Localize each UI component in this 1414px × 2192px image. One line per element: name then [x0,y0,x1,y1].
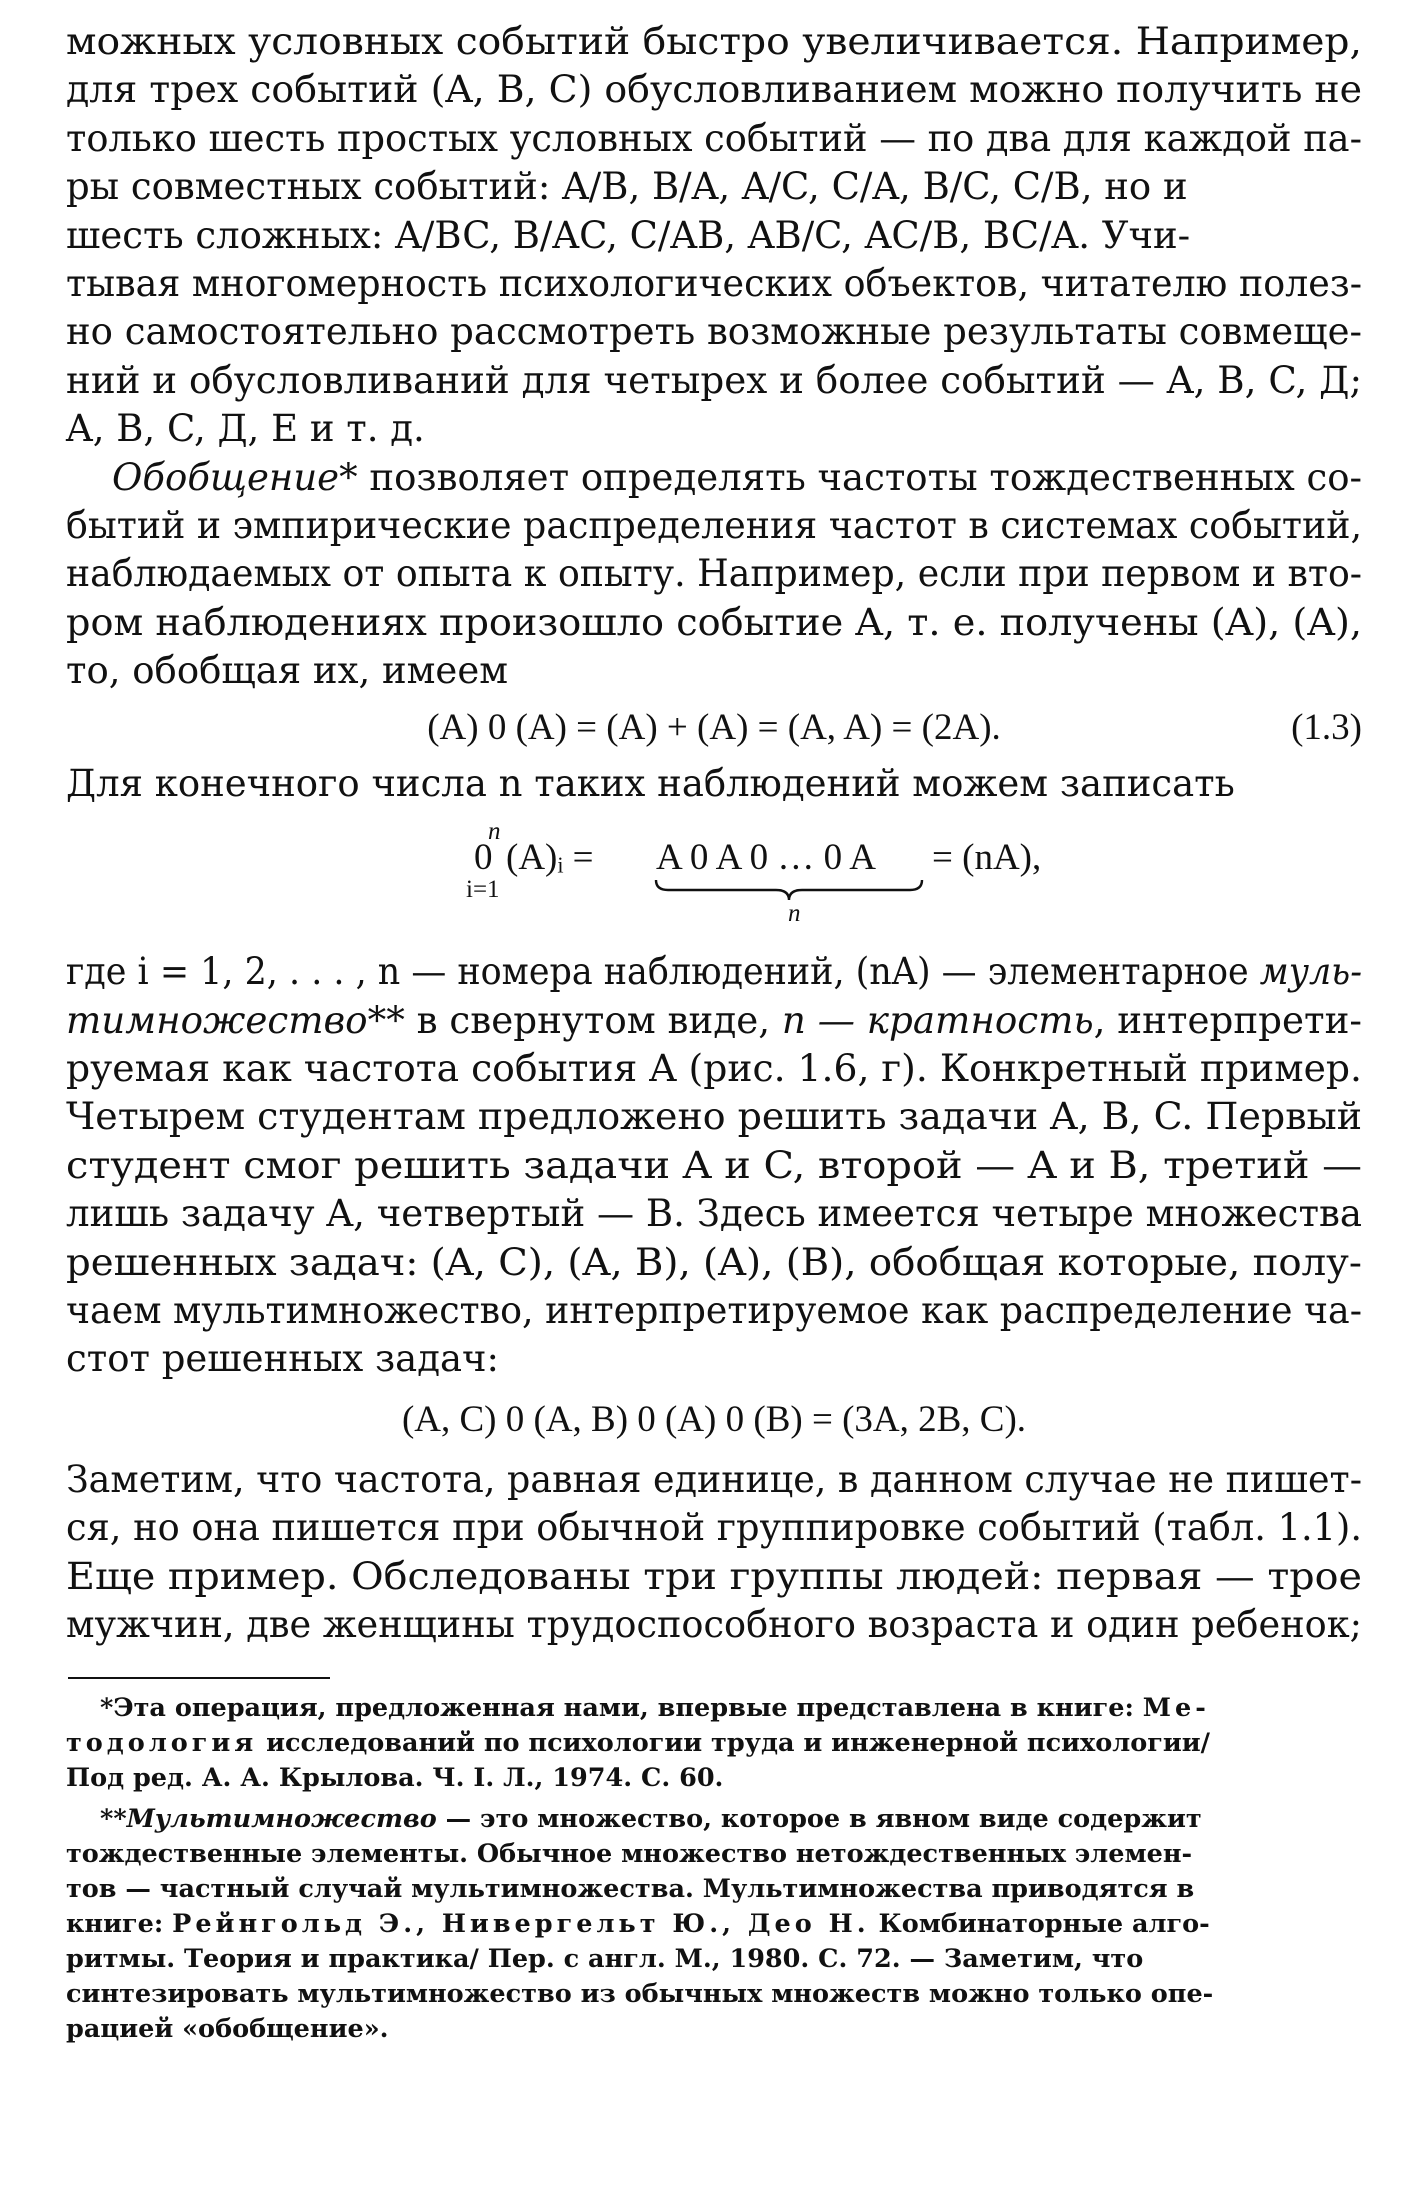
text-line: мужчин, две женщины трудоспособного возраста и один ребенок; [66,1602,1362,1646]
braced-expression: A 0 A 0 … 0 A [656,837,876,879]
text-line: Под ред. А. А. Крылова. Ч. I. Л., 1974. С. 60. [66,1763,724,1794]
footnote-1 [66,1691,1362,1796]
underbrace [654,878,924,902]
text-line: тождественные элементы. Обычное множество нетождественных элемен- [66,1839,1193,1870]
footnote-2 [66,1802,1362,2047]
text-line: наблюдаемых от опыта к опыту. Например, если при первом и вто- [66,552,1362,596]
text-fragment: где i = 1, 2, . . . , n — номера наблюдений, (nA) — элементарное [66,950,1260,994]
text-fragment: в свернутом виде, [404,998,782,1042]
term-multiplicity: n — кратность [781,998,1094,1042]
text-line: только шесть простых условных событий — по два для каждой па- [66,116,1362,160]
equation-expression: (A) 0 (A) = (A) + (A) = (A, A) = (2A). [427,706,1001,748]
text-fragment: тодология [66,1728,258,1759]
text-line: тывая многомерность психологических объектов, читателю полез- [66,262,1362,306]
equation-number: (1.3) [1291,706,1362,748]
sum-upper-limit: n [488,818,501,846]
text-line: лишь задачу A, четвертый — B. Здесь имеется четыре множества [66,1192,1362,1236]
text-line: ры совместных событий: A/B, B/A, A/C, C/A, B/C, C/B, но и [66,165,1188,209]
text-fragment: Ме- [1142,1693,1210,1724]
paragraph-4 [66,948,1362,1384]
text-line: чаем мультимножество, интерпретируемое как распределение ча- [66,1288,1362,1332]
text-line: руемая как частота события A (рис. 1.6, г). Конкретный пример. [66,1046,1362,1090]
sum-symbol: 0 [474,837,493,879]
text-line: шесть сложных: A/BC, B/AC, C/AB, AB/C, AC/B, BC/A. Учи- [66,213,1191,257]
text-line: решенных задач: (A, C), (A, B), (A), (B), обобщая которые, полу- [66,1240,1362,1284]
footnote-mark: * [339,455,358,499]
text-line: ром наблюдениях произошло событие A, т. е. получены (A), (A), [66,600,1363,644]
footnote-mark: ** [367,998,405,1042]
text-line [66,997,1370,1045]
text-line: студент смог решить задачи A и C, второй — A и B, третий — [66,1143,1362,1187]
text-line: Еще пример. Обследованы три группы людей: первая — трое [66,1554,1362,1598]
text-line [66,948,1362,996]
text-line: рацией «обобщение». [66,2014,389,2045]
text-fragment: позволяет определять частоты тождественных со- [357,455,1363,499]
paragraph-3 [66,760,1362,808]
text-fragment: Комбинаторные алго- [869,1909,1210,1940]
sum-argument: (A)ᵢ = [506,837,594,879]
term-multiset-cont: тимножество [66,998,368,1042]
text-fragment: *Эта операция, предложенная нами, впервые представлена в книге: [100,1693,1143,1724]
paragraph-1 [66,18,1362,454]
text-line [66,1726,1362,1761]
text-fragment: книге: [66,1909,173,1940]
sum-result: = (nA), [932,837,1042,879]
underbrace-label: n [788,900,801,928]
term-multiset: муль- [1259,950,1362,994]
text-line: но самостоятельно рассмотреть возможные результаты совмеще- [66,310,1362,354]
text-line: Четырем студентам предложено решить задачи A, B, C. Первый [66,1095,1362,1139]
paragraph-2 [66,454,1362,696]
term-multiset: Мультимножество [126,1804,437,1835]
text-line: Для конечного числа n таких наблюдений можем записать [66,761,1235,805]
page [66,18,1362,2047]
text-line [66,1907,1362,1942]
text-line: бытий и эмпирические распределения частот в системах событий, [66,504,1362,548]
footnote-mark: ** [100,1804,127,1835]
text-line: для трех событий (A, B, C) обусловливанием можно получить не [66,68,1362,112]
authors: Рейнгольд Э., Нивергельт Ю., Део Н. [172,1909,870,1940]
term-generalization: Обобщение [112,455,340,499]
text-line: можных условных событий быстро увеличивается. Например, [66,20,1362,63]
text-fragment: исследований по психологии труда и инженерной психологии/ [257,1728,1210,1759]
text-line: ритмы. Теория и практика/ Пер. с англ. М., 1980. С. 72. — Заметим, что [66,1944,1144,1975]
text-line: то, обобщая их, имеем [66,649,508,693]
text-line: стот решенных задач: [66,1337,499,1381]
equation-expression: (A, C) 0 (A, B) 0 (A) 0 (B) = (3A, 2B, C). [401,1398,1027,1440]
text-line: A, B, C, Д, E и т. д. [66,407,425,451]
text-line: ся, но она пишется при обычной группировке событий (табл. 1.1). [66,1506,1362,1550]
text-fragment: , интерпрети- [1093,998,1362,1042]
equation-solved-tasks [66,1384,1362,1456]
text-line [66,1802,1362,1837]
text-line [66,1691,1362,1726]
text-line: ний и обусловливаний для четырех и более событий — A, B, C, Д; [66,358,1362,402]
sum-lower-limit: i=1 [466,876,500,904]
equation-generalization-sum [66,808,1362,948]
text-line: синтезировать мультимножество из обычных множеств можно только опе- [66,1979,1214,2010]
text-fragment: — это множество, которое в явном виде содержит [436,1804,1202,1835]
text-line: Заметим, что частота, равная единице, в данном случае не пишет- [66,1457,1362,1501]
paragraph-5 [66,1456,1362,1650]
footnote-separator [68,1677,330,1679]
text-line [66,454,1363,502]
equation-1-3 [66,696,1362,760]
text-line: тов — частный случай мультимножества. Мультимножества приводятся в [66,1874,1195,1905]
